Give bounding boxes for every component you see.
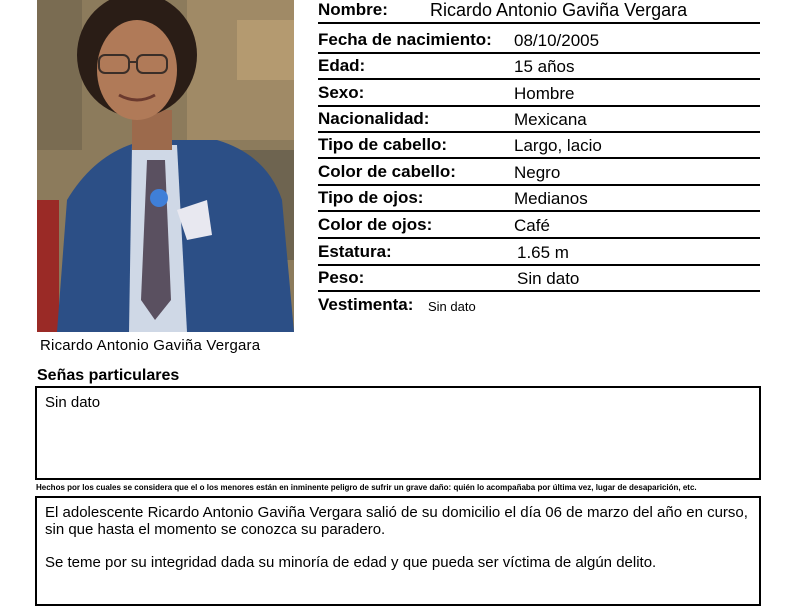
missing-person-photo xyxy=(37,0,294,332)
field-row-tipo-cabello xyxy=(318,131,760,159)
field-label: Color de ojos: xyxy=(318,215,433,234)
field-value: Negro xyxy=(514,163,561,182)
field-value: Ricardo Antonio Gaviña Vergara xyxy=(430,0,688,20)
hechos-box xyxy=(35,496,761,606)
senas-text: Sin dato xyxy=(45,394,101,411)
field-row-nombre xyxy=(318,0,760,24)
field-row-edad xyxy=(318,52,760,80)
hechos-paragraph-1: El adolescente Ricardo Antonio Gaviña Vergara salió de su domicilio el día 06 de marzo del año en curso, sin que hasta el momento se conozca su paradero. xyxy=(45,504,748,538)
field-value: 1.65 m xyxy=(517,243,569,262)
senas-title: Señas particulares xyxy=(37,367,180,384)
field-label: Estatura: xyxy=(318,242,392,261)
field-value: Mexicana xyxy=(514,110,587,129)
hechos-title: Hechos por los cuales se considera que el o los menores están en inminente peligro de sufrir un grave daño: quién lo acompañaba por última vez, lugar de desaparición, etc. xyxy=(36,483,697,492)
field-label: Nombre: xyxy=(318,0,388,19)
field-row-fecha-nacimiento xyxy=(318,26,760,54)
photo-caption: Ricardo Antonio Gaviña Vergara xyxy=(40,337,261,354)
field-value: Sin dato xyxy=(428,299,476,314)
field-row-color-cabello xyxy=(318,158,760,186)
field-value: 15 años xyxy=(514,57,575,76)
field-value: Hombre xyxy=(514,84,575,103)
field-label: Nacionalidad: xyxy=(318,109,430,128)
field-row-tipo-ojos xyxy=(318,184,760,212)
hechos-paragraph-2: Se teme por su integridad dada su minoría de edad y que pueda ser víctima de algún delito. xyxy=(45,554,657,571)
field-value: Medianos xyxy=(514,189,588,208)
field-label: Vestimenta: xyxy=(318,295,414,314)
field-value: Sin dato xyxy=(517,269,580,288)
field-row-nacionalidad xyxy=(318,105,760,133)
field-row-estatura xyxy=(318,238,760,266)
field-label: Peso: xyxy=(318,268,365,287)
field-value: Café xyxy=(514,216,550,235)
field-label: Edad: xyxy=(318,56,366,75)
field-label: Tipo de ojos: xyxy=(318,188,424,207)
field-row-color-ojos xyxy=(318,211,760,239)
field-label: Color de cabello: xyxy=(318,162,456,181)
field-row-sexo xyxy=(318,79,760,107)
field-value: 08/10/2005 xyxy=(514,31,600,50)
senas-box xyxy=(35,386,761,480)
field-row-peso xyxy=(318,264,760,292)
field-label: Sexo: xyxy=(318,83,365,102)
field-label: Tipo de cabello: xyxy=(318,135,448,154)
field-label: Fecha de nacimiento: xyxy=(318,30,492,49)
field-value: Largo, lacio xyxy=(514,136,602,155)
field-row-vestimenta xyxy=(318,291,760,317)
